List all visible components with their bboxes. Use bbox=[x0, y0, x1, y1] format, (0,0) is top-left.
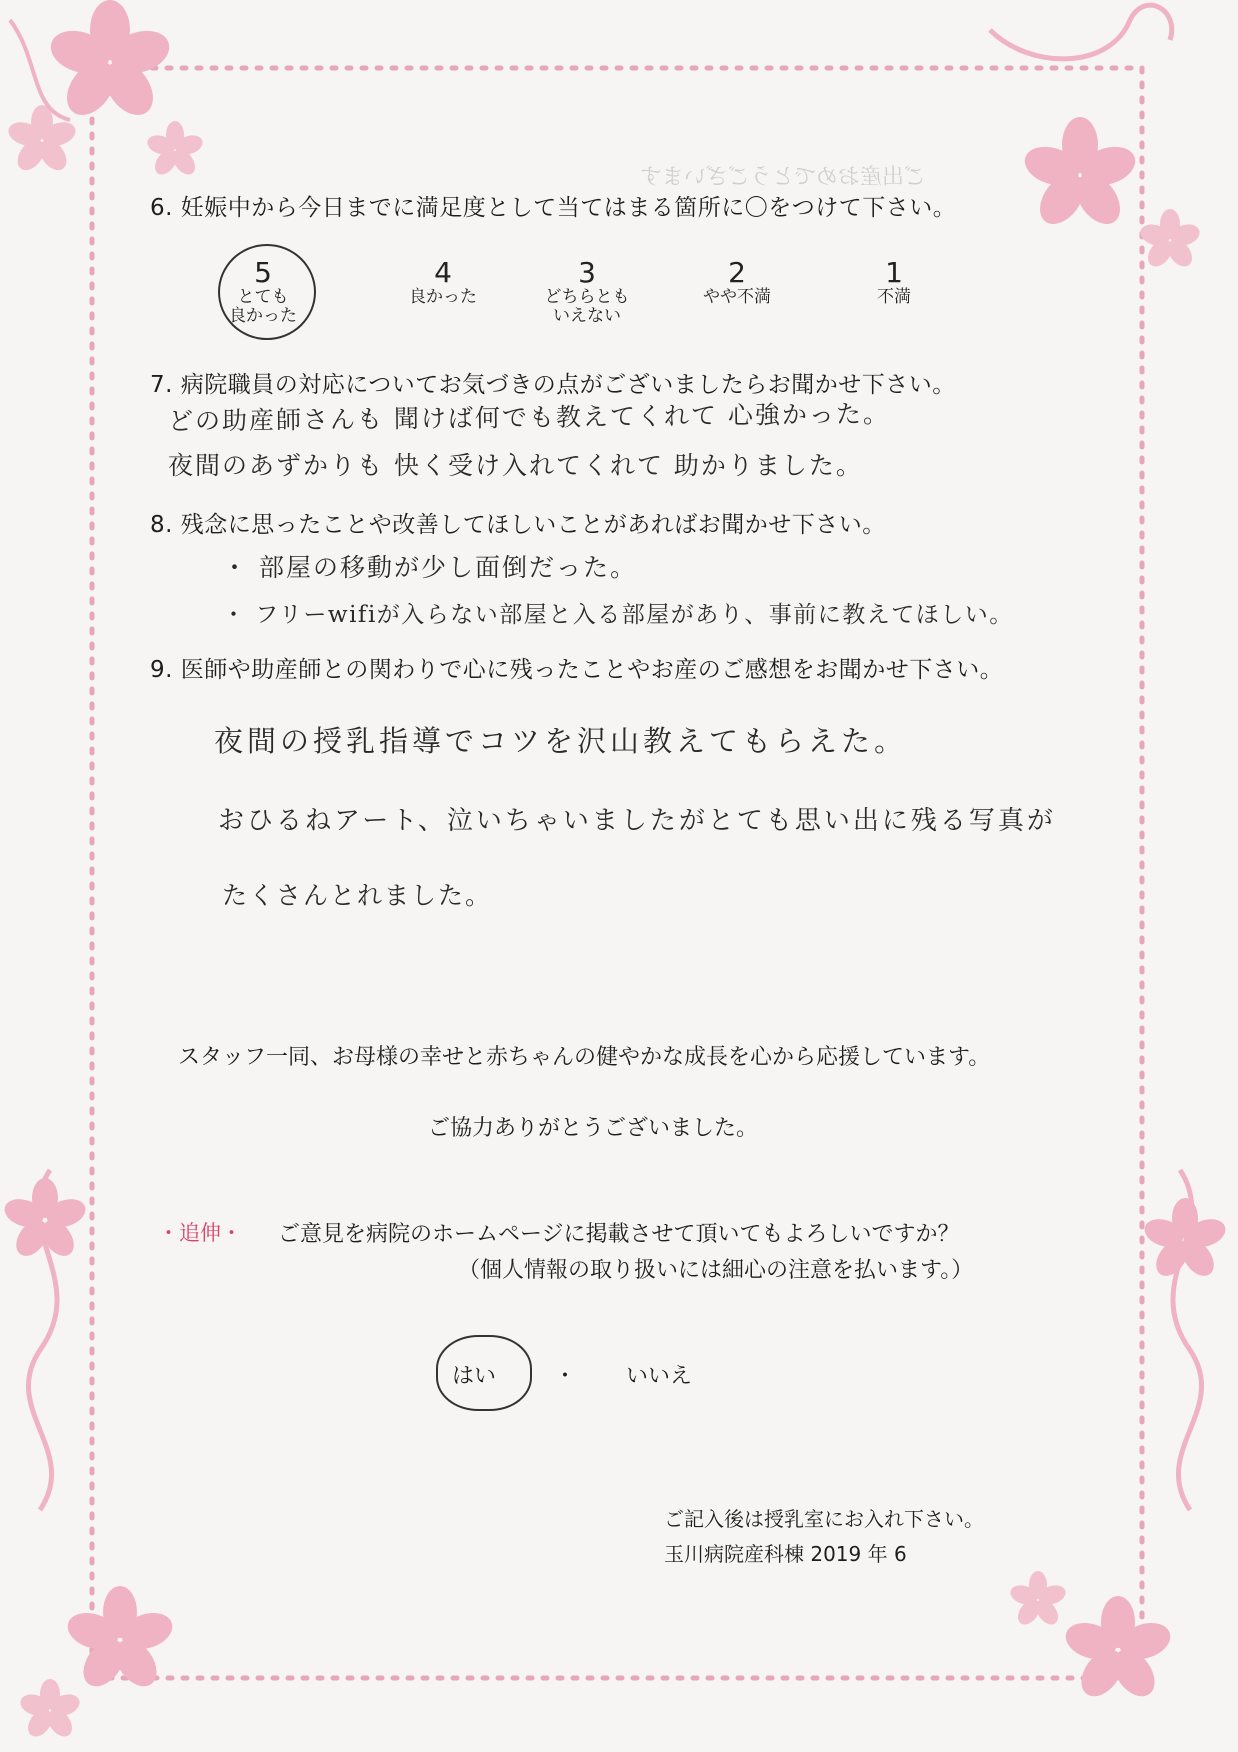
flower-ornament-right bbox=[1080, 1150, 1238, 1530]
answer-8-line-1: ・ 部屋の移動が少し面倒だった。 bbox=[222, 553, 637, 582]
postscript-tag: ・追伸・ bbox=[158, 1221, 242, 1245]
question-8: 8. 残念に思ったことや改善してほしいことがあればお聞かせ下さい。 bbox=[150, 512, 886, 538]
answer-8-line-2: ・ フリーwifiが入らない部屋と入る部屋があり、事前に教えてほしい。 bbox=[222, 602, 1014, 628]
scale-label: 良かった bbox=[229, 306, 297, 326]
flower-ornament-bottom-left bbox=[0, 1560, 240, 1752]
selection-circle bbox=[436, 1335, 532, 1411]
no-option[interactable]: いいえ bbox=[626, 1364, 693, 1389]
answer-9-line-1: 夜間の授乳指導でコツを沢山教えてもらえた。 bbox=[214, 724, 908, 758]
question-7: 7. 病院職員の対応についてお気づきの点がございましたらお聞かせ下さい。 bbox=[150, 372, 956, 398]
postscript-question: ご意見を病院のホームページに掲載させて頂いてもよろしいですか？ bbox=[278, 1222, 960, 1247]
scale-label: 不満 bbox=[877, 287, 911, 307]
scale-label: いえない bbox=[553, 306, 621, 326]
flower-ornament-bottom-right bbox=[998, 1560, 1238, 1752]
answer-7-line-2: 夜間のあずかりも 快く受け入れてくれて 助かりました。 bbox=[168, 451, 863, 480]
scale-option-2[interactable] bbox=[677, 258, 797, 307]
scale-label: やや不満 bbox=[703, 287, 771, 307]
answer-9-line-3: たくさんとれました。 bbox=[222, 881, 493, 910]
flower-ornament-top-right bbox=[970, 0, 1238, 320]
answer-7-line-1: どの助産師さんも 聞けば何でも教えてくれて 心強かった。 bbox=[167, 399, 891, 436]
scale-option-4[interactable] bbox=[383, 258, 503, 307]
closing-message: スタッフ一同、お母様の幸せと赤ちゃんの健やかな成長を心から応援しています。 bbox=[178, 1045, 991, 1070]
question-6: 6. 妊娠中から今日までに満足度として当てはまる箇所に〇をつけて下さい。 bbox=[150, 195, 957, 221]
yes-option[interactable]: はい bbox=[452, 1364, 497, 1389]
postscript-note: （個人情報の取り扱いには細心の注意を払います。） bbox=[458, 1258, 974, 1283]
scale-option-3[interactable] bbox=[527, 258, 647, 326]
scale-option-1[interactable] bbox=[834, 258, 954, 307]
selection-circle bbox=[218, 244, 316, 340]
scale-number: 4 bbox=[434, 256, 452, 289]
scale-label: とても bbox=[237, 287, 289, 307]
scale-number: 2 bbox=[728, 256, 746, 289]
question-9: 9. 医師や助産師との関わりで心に残ったことやお産のご感想をお聞かせ下さい。 bbox=[150, 657, 1004, 683]
scale-number: 1 bbox=[885, 256, 903, 289]
flower-ornament-left bbox=[0, 1150, 170, 1530]
footer-instruction: ご記入後は授乳室にお入れ下さい。 bbox=[664, 1507, 984, 1531]
scale-number: 3 bbox=[578, 256, 596, 289]
option-separator: ・ bbox=[554, 1364, 577, 1389]
scale-number: 5 bbox=[254, 256, 272, 289]
scale-label: どちらとも bbox=[544, 287, 630, 307]
thanks-message: ご協力ありがとうございました。 bbox=[428, 1116, 759, 1141]
answer-9-line-2: おひるねアート、泣いちゃいましたがとても思い出に残る写真が bbox=[218, 806, 1056, 836]
scale-label: 良かった bbox=[409, 287, 477, 307]
show-through-text: ご出産おめでとうございます bbox=[640, 165, 927, 190]
footer-organization: 玉川病院産科棟 2019 年 6 bbox=[664, 1542, 907, 1566]
